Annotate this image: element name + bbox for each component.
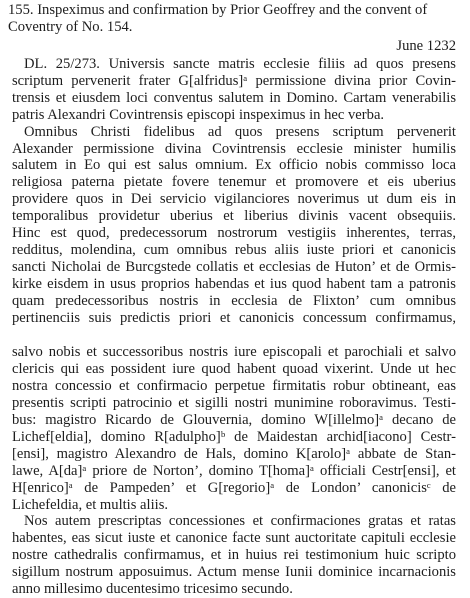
text-line-content: bus: magistro Ricardo de Glouvernia, domino W[illelmo]ᵃ decano de <box>12 412 456 428</box>
text-line-content: scriptum pervenerit frater G[alfridus]ᵃ permissione divina prior Covin- <box>12 72 456 89</box>
text-line-content: habentes, eas sicut iuste et canonice facte sunt auctoritate capituli ecclesie <box>12 530 456 547</box>
text-line <box>0 513 470 530</box>
text-line <box>0 141 470 158</box>
text-line-content: Hinc est quod, predecessorum nostrorum vestigiis inherentes, terras, <box>12 225 456 241</box>
text-line <box>0 157 470 174</box>
text-line <box>0 564 470 581</box>
text-line <box>0 310 470 327</box>
text-line-content: clericis qui eas possident iure quod habent quoad vixerint. Unde ut hec <box>12 361 456 378</box>
text-line <box>0 530 470 547</box>
text-line <box>0 259 470 276</box>
text-line <box>0 225 470 242</box>
text-line-content: nostra concessio et confirmacio perpetue firmitatis robur obtineant, eas <box>12 378 456 395</box>
text-line <box>0 276 470 293</box>
entry-heading-line-1: 155. Inspeximus and confirmation by Prior Geoffrey and the convent of <box>8 2 428 18</box>
text-line-content: Lichef[eldia], domino R[adulpho]ᵇ de Maidestan archid[iacono] Cestr- <box>12 428 456 445</box>
text-line-content: quam predecessoribus nostris in ecclesia de Flixton’ cum omnibus <box>12 292 456 309</box>
text-line-content: pertinenciis suis predictis priori et canonicis concessum confirmamus, <box>12 309 456 326</box>
text-line-content: kirke eisdem in usus proprios habendas et ius quod habent tam a patronis <box>12 275 456 292</box>
text-line-content: redditus, molendina, cum omnibus rebus aliis iuste priori et canonicis <box>12 241 456 258</box>
text-line <box>0 463 470 480</box>
text-line-content: Lichefeldia, et multis aliis. <box>12 496 169 513</box>
text-line <box>0 378 470 395</box>
text-line <box>0 56 470 73</box>
text-line-content: salvo nobis et successoribus nostris iure episcopali et parochiali et salvo <box>12 344 456 361</box>
text-line <box>0 361 470 378</box>
text-line-content: salutem in Eo qui est salus omnium. Ex officio nobis commisso loca <box>12 157 456 174</box>
text-line-content: Omnibus Christi fidelibus ad quos presens scriptum pervenerit <box>24 123 456 140</box>
text-line <box>0 581 470 598</box>
text-line <box>0 242 470 259</box>
text-line-content: sigillum nostrum apposuimus. Actum mense Iunii dominice incarnacionis <box>12 564 456 581</box>
text-line <box>0 412 470 429</box>
text-line-content: Nos autem prescriptas concessiones et confirmaciones gratas et ratas <box>24 513 456 530</box>
text-line-content: anno millesimo ducentesimo tricesimo secundo. <box>12 581 293 597</box>
text-line <box>0 174 470 191</box>
text-line <box>0 547 470 564</box>
text-line-content: DL. 25/273. Universis sancte matris ecclesie filiis ad quos presens <box>24 56 456 72</box>
text-line-content: providere quos in Dei servicio vigilanciores noverimus ut dum eis in <box>12 191 456 208</box>
text-line <box>0 90 470 107</box>
text-line <box>0 395 470 412</box>
text-line <box>0 429 470 446</box>
text-line-content: patris Alexandri Covintrensis episcopi inspeximus in hec verba. <box>12 106 385 123</box>
text-line <box>0 208 470 225</box>
text-line-content: lawe, A[da]ᵃ priore de Norton’, domino T[homa]ᵃ officiali Cestr[ensi], et <box>12 462 456 479</box>
text-line <box>0 107 470 124</box>
text-line-content: Alexander permissione divina Covintrensis ecclesie minister humilis <box>12 140 456 157</box>
entry-date: June 1232 <box>396 38 456 54</box>
text-line <box>0 344 470 361</box>
text-line-content: temporalibus providetur uberius et liberius divinis vacent obsequiis. <box>12 208 456 225</box>
text-line <box>0 73 470 90</box>
text-line <box>0 191 470 208</box>
text-line <box>0 480 470 497</box>
text-line <box>0 124 470 141</box>
text-line-content: [ensi], magistro Alexandro de Hals, domino K[arolo]ᵃ abbate de Stan- <box>12 445 456 462</box>
text-line-content: presentis scripti patrocinio et sigilli nostri munimine roboravimus. Testi- <box>12 395 456 412</box>
text-line-content: religiosa paterna pietate fovere tenemur et promovere et eis uberius <box>12 174 456 191</box>
entry-heading-line-2: Coventry of No. 154. <box>8 19 133 35</box>
text-line <box>0 497 470 514</box>
text-line-content: trensis et eiusdem loci conventus salutem in Domino. Cartam venerabilis <box>12 89 456 106</box>
text-line <box>0 446 470 463</box>
text-line-content: H[enrico]ᵃ de Pampeden’ et G[regorio]ᵃ de London’ canonicisᶜ de <box>12 479 456 496</box>
text-line-content: sancti Nicholai de Burcgstede collatis et ecclesias de Huton’ et de Ormis- <box>12 258 456 275</box>
text-line <box>0 293 470 310</box>
text-line-content: nostre cathedralis confirmamus, et in huius rei testimonium huic scripto <box>12 547 456 564</box>
